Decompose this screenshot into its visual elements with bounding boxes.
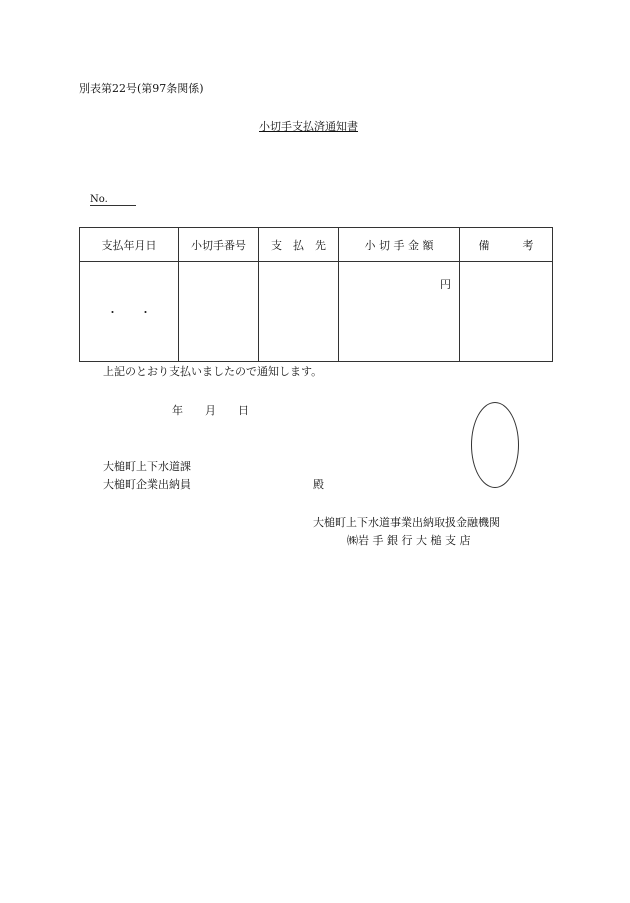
- cell-check-number: [179, 262, 259, 362]
- payment-table: [79, 227, 553, 362]
- honorific: 殿: [313, 478, 324, 491]
- recipient-line-1: 大槌町上下水道課: [103, 460, 191, 473]
- number-field: No.: [90, 194, 136, 206]
- form-reference: 別表第22号(第97条関係): [79, 82, 204, 95]
- header-payee: 支 払 先: [259, 228, 339, 262]
- sender-line-2: ㈱岩 手 銀 行 大 槌 支 店: [347, 534, 471, 547]
- cell-amount: 円: [339, 262, 460, 362]
- cell-payment-date: ・ ・: [80, 262, 179, 362]
- notice-text: 上記のとおり支払いましたので通知します。: [103, 365, 323, 378]
- header-check-number: 小切手番号: [179, 228, 259, 262]
- seal-circle: [471, 402, 519, 488]
- document-title: 小切手支払済通知書: [259, 120, 358, 133]
- header-payment-date: 支払年月日: [80, 228, 179, 262]
- recipient-line-2: 大槌町企業出納員: [103, 478, 191, 491]
- header-remarks: 備 考: [460, 228, 553, 262]
- sender-line-1: 大槌町上下水道事業出納取扱金融機関: [313, 516, 500, 529]
- cell-payee: [259, 262, 339, 362]
- date-line: 年 月 日: [172, 404, 249, 417]
- header-amount: 小 切 手 金 額: [339, 228, 460, 262]
- cell-remarks: [460, 262, 553, 362]
